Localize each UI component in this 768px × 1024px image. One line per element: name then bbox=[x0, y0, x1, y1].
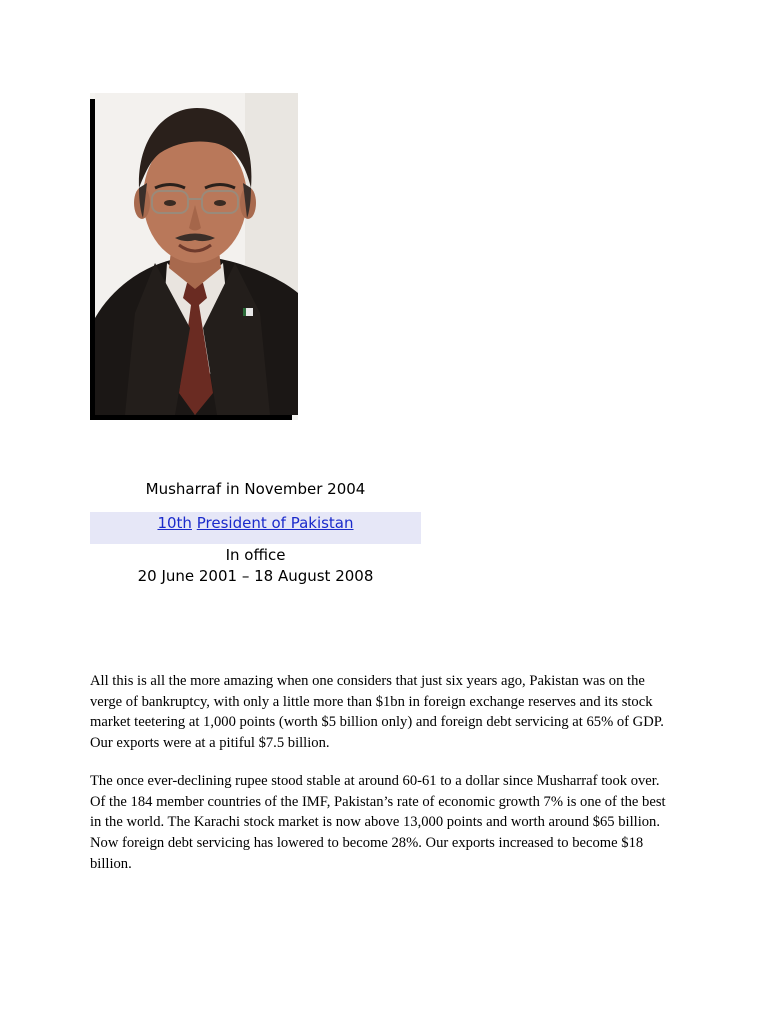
ordinal-link[interactable]: 10th bbox=[157, 514, 192, 532]
photo-shadow-left bbox=[90, 99, 95, 420]
term-dates: 20 June 2001 – 18 August 2008 bbox=[137, 567, 374, 585]
office-title-bar bbox=[90, 512, 421, 544]
in-office-label: In office bbox=[225, 546, 286, 564]
article-paragraph-1: All this is all the more amazing when one considers that just six years ago, Pakistan was on the verge of bankruptcy, with only a little more than $1bn in foreign exchange reserves and its stock market teetering at 1,000 points (worth $5 billion only) and foreign debt servicing at 65% of GDP. Our exports were at a pitiful $7.5 billion. bbox=[90, 673, 664, 752]
photo-caption: Musharraf in November 2004 bbox=[145, 480, 366, 498]
office-term bbox=[90, 545, 421, 587]
portrait-photo bbox=[90, 93, 298, 420]
photo-shadow-bottom bbox=[90, 415, 292, 420]
article-paragraph-2: The once ever-declining rupee stood stable at around 60-61 to a dollar since Musharraf took over. Of the 184 member countries of the IMF, Pakistan’s rate of economic growth 7% is one of the best in the world. The Karachi stock market is now above 13,000 points and worth around $65 billion. Now foreign debt servicing has lowered to become 28%. Our exports increased to become $18 billion. bbox=[90, 773, 666, 872]
portrait-image bbox=[95, 93, 298, 415]
president-of-pakistan-link[interactable]: President of Pakistan bbox=[196, 514, 354, 532]
